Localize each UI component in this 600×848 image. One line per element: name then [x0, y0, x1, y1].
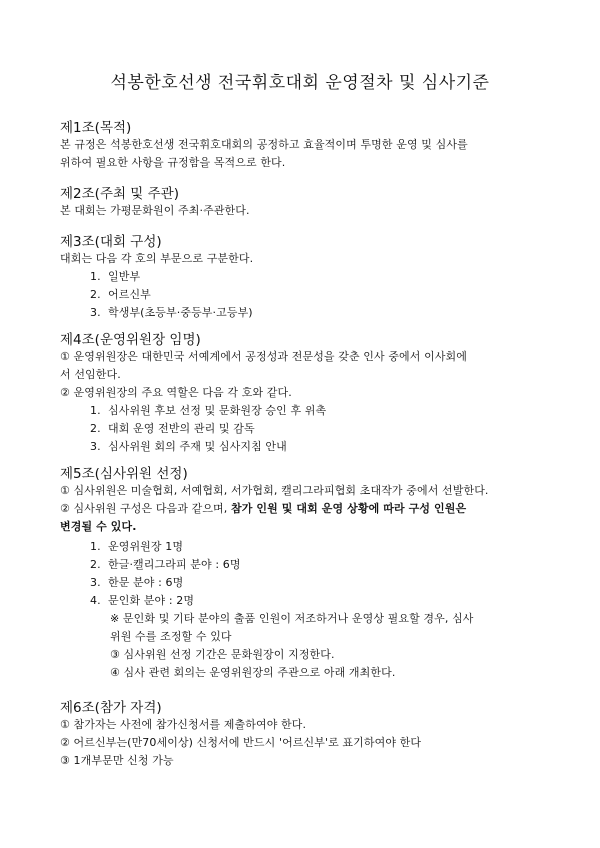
paragraph-text: ② 심사위원 구성은 다음과 같으며, — [60, 502, 231, 515]
emphasis-text: 변경될 수 있다. — [60, 520, 137, 533]
list-item — [90, 538, 183, 554]
list-item — [90, 286, 151, 302]
list-number: 2. — [90, 558, 101, 571]
article-6-heading: 제6조(참가 자격) — [60, 700, 162, 716]
article-6-text: ③ 1개부문만 신청 가능 — [60, 754, 174, 767]
note-text: ③ 심사위원 선정 기간은 문화원장이 지정한다. — [110, 648, 335, 661]
list-number: 2. — [90, 422, 101, 435]
list-text: 대회 운영 전반의 관리 및 감독 — [108, 422, 255, 435]
list-item — [90, 556, 241, 572]
list-text: 학생부(초등부·중등부·고등부) — [108, 306, 253, 319]
list-item — [90, 592, 194, 608]
article-2-heading: 제2조(주최 및 주관) — [60, 186, 179, 202]
list-number: 1. — [90, 540, 101, 553]
article-5-paragraph: ① 심사위원은 미술협회, 서예협회, 서가협회, 캘리그라피협회 초대작가 중에서 선발한다. — [60, 484, 489, 497]
list-item — [90, 304, 253, 320]
list-number: 4. — [90, 594, 101, 607]
article-4-paragraph: ② 운영위원장의 주요 역할은 다음 각 호와 같다. — [60, 386, 292, 399]
list-item — [90, 438, 287, 454]
list-text: 일반부 — [108, 270, 141, 283]
article-1-text: 본 규정은 석봉한호선생 전국휘호대회의 공정하고 효율적이며 투명한 운영 및 심사를 — [60, 138, 468, 151]
list-number: 2. — [90, 288, 101, 301]
list-number: 3. — [90, 440, 101, 453]
article-3-heading: 제3조(대회 구성) — [60, 234, 162, 250]
list-number: 1. — [90, 270, 101, 283]
article-3-intro: 대회는 다음 각 호의 부문으로 구분한다. — [60, 252, 254, 265]
article-5-heading: 제5조(심사위원 선정) — [60, 466, 188, 482]
article-6-text: ① 참가자는 사전에 참가신청서를 제출하여야 한다. — [60, 718, 307, 731]
list-text: 한글·캘리그라피 분야 : 6명 — [108, 558, 241, 571]
document-title: 석봉한호선생 전국휘호대회 운영절차 및 심사기준 — [110, 73, 490, 93]
list-text: 운영위원장 1명 — [108, 540, 184, 553]
list-item — [90, 574, 183, 590]
list-item — [90, 268, 140, 284]
article-6-text: ② 어르신부는(만70세이상) 신청서에 반드시 '어르신부'로 표기하여야 한다 — [60, 736, 422, 749]
article-4-paragraph: ① 운영위원장은 대한민국 서예계에서 공정성과 전문성을 갖춘 인사 중에서 이사회에 — [60, 350, 468, 363]
list-text: 한문 분야 : 6명 — [108, 576, 184, 589]
article-4-heading: 제4조(운영위원장 임명) — [60, 332, 201, 348]
note-text: ④ 심사 관련 회의는 운영위원장의 주관으로 아래 개최한다. — [110, 666, 396, 679]
article-2-text: 본 대회는 가평문화원이 주최·주관한다. — [60, 204, 250, 217]
list-item — [90, 420, 255, 436]
list-number: 3. — [90, 576, 101, 589]
list-text: 어르신부 — [108, 288, 151, 301]
note-text: 위원 수를 조정할 수 있다 — [110, 630, 232, 643]
list-item — [90, 402, 326, 418]
list-text: 심사위원 회의 주재 및 심사지침 안내 — [108, 440, 287, 453]
list-text: 심사위원 후보 선정 및 문화원장 승인 후 위촉 — [108, 404, 327, 417]
list-text: 문인화 분야 : 2명 — [108, 594, 195, 607]
article-4-paragraph: 서 선임한다. — [60, 368, 121, 381]
list-number: 1. — [90, 404, 101, 417]
article-1-text: 위하여 필요한 사항을 규정함을 목적으로 한다. — [60, 156, 286, 169]
article-5-paragraph — [60, 500, 466, 516]
emphasis-text: 참가 인원 및 대회 운영 상황에 따라 구성 인원은 — [230, 502, 467, 515]
note-text: ※ 문인화 및 기타 분야의 출품 인원이 저조하거나 운영상 필요할 경우, 심사 — [110, 612, 474, 625]
article-1-heading: 제1조(목적) — [60, 120, 132, 136]
list-number: 3. — [90, 306, 101, 319]
